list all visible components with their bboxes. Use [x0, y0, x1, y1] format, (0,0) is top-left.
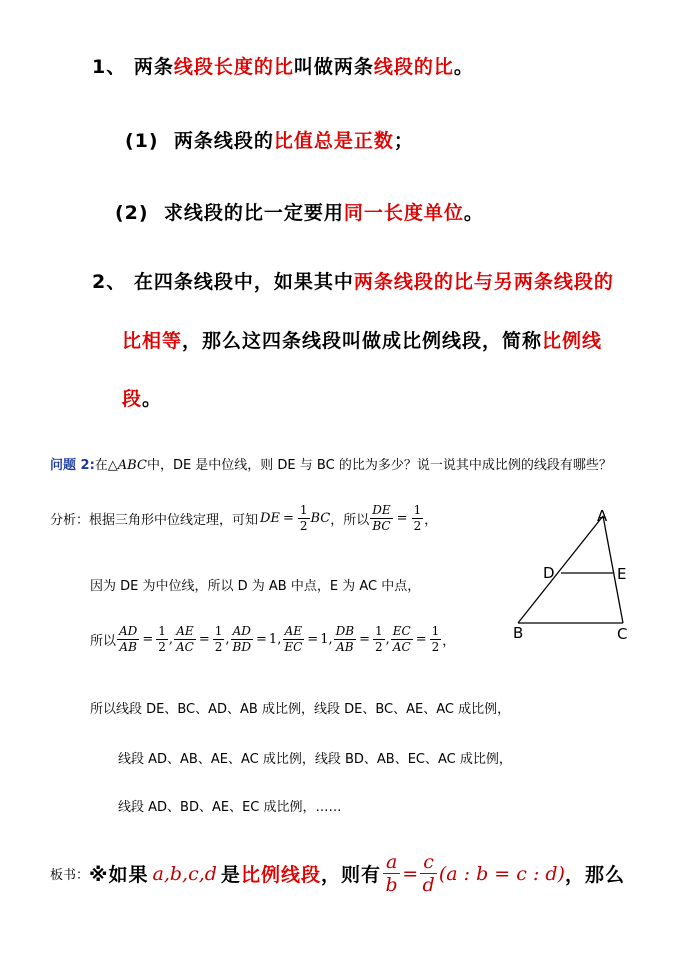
ratio-value-numerator: 1: [431, 624, 440, 638]
ratio-fraction: [117, 624, 139, 655]
ratio-value-denominator: 2: [431, 640, 440, 654]
point-2-line-3: [122, 384, 162, 411]
equals-sign-2: =: [396, 511, 408, 526]
ratio-denominator: AB: [119, 640, 137, 654]
board-text-b: 是: [220, 864, 241, 886]
board-proportion: (a : b = c : d): [438, 862, 565, 885]
ratio-fraction: [334, 624, 356, 655]
problem-line: [50, 454, 612, 473]
board-text-e: ，那么: [564, 864, 625, 886]
ratio-separator: ,: [277, 632, 282, 647]
side-ab: [518, 516, 603, 623]
problem-label: 问题 2:: [50, 458, 95, 473]
analysis-line-5: 线段 AD、AB、AE、AC 成比例，线段 BD、AB、EC、AC 成比例，: [118, 752, 512, 767]
sub-1-text: 两条线段的: [173, 130, 274, 152]
board-highlight: 比例线段: [240, 864, 321, 886]
point-2-highlight-c: 比例线: [542, 330, 603, 352]
board-text-a: ※如果: [89, 864, 149, 886]
board-variables: a,b,c,d: [152, 862, 217, 885]
de-bc-denominator: BC: [372, 519, 391, 533]
half-numerator: 1: [299, 503, 308, 517]
ratio-value-denominator: 2: [214, 640, 223, 654]
ratio-equals: =: [198, 632, 210, 647]
ratio-numerator: AD: [119, 624, 138, 638]
sub-1-end: ；: [393, 130, 414, 152]
ratio-value-numerator: 1: [374, 624, 383, 638]
point-2-text-a: 在四条线段中，如果其中: [133, 271, 354, 293]
ratio-value-fraction: [373, 624, 385, 655]
sub-1-number: (1): [125, 130, 159, 152]
sub-2-highlight: 同一长度单位: [343, 202, 464, 224]
ratio-value-denominator: 2: [374, 640, 383, 654]
result-numerator: 1: [413, 503, 422, 517]
analysis-label: 分析：: [50, 513, 90, 528]
vertex-a-label: A: [597, 507, 608, 525]
point-2-end: 。: [142, 388, 163, 410]
sub-1-highlight: 比值总是正数: [273, 130, 394, 152]
vertex-d-label: D: [543, 564, 555, 582]
bc-symbol: BC: [310, 511, 331, 526]
point-1-number: 1、: [92, 56, 127, 78]
ratio-numerator: AE: [176, 624, 194, 638]
ratio-equals: =: [359, 632, 370, 647]
point-2-highlight-a: 两条线段的比与另两条线段的: [353, 271, 614, 293]
ratio-numerator: AD: [232, 624, 251, 638]
ratio-list: [116, 624, 442, 655]
point-2-highlight-b: 比相等: [122, 330, 183, 352]
board-equals: =: [402, 862, 419, 885]
point-1-text-a: 两条: [133, 56, 174, 78]
ratio-equals: =: [256, 632, 267, 647]
analysis-text-c: ，: [424, 513, 438, 528]
ratio-numerator: AE: [284, 624, 303, 638]
analysis-line-1: [50, 503, 437, 534]
board-label: 板书：: [50, 868, 90, 883]
point-1-end: 。: [453, 56, 474, 78]
ratios-prefix: 所以: [90, 634, 117, 649]
ratio-separator: ,: [328, 632, 333, 647]
point-2-line-2: [122, 326, 602, 353]
analysis-text-a: 根据三角形中位线定理，可知: [89, 513, 259, 528]
board-frac2-den: d: [422, 874, 435, 896]
point-1: [92, 52, 474, 79]
ratio-value-fraction: [213, 624, 225, 655]
point-1-text-b: 叫做两条: [293, 56, 374, 78]
fraction-result: [412, 503, 424, 534]
ratio-fraction: [231, 624, 253, 655]
board-note: [50, 851, 625, 896]
analysis-text-b: ，所以: [330, 513, 370, 528]
point-1-highlight-b: 线段的比: [373, 56, 454, 78]
ratio-value-numerator: 1: [158, 624, 166, 638]
ratio-equals: =: [142, 632, 154, 647]
ratio-value: 1: [268, 632, 278, 647]
ratio-equals: =: [415, 632, 427, 647]
analysis-line-4: 所以线段 DE、BC、AD、AB 成比例，线段 DE、BC、AE、AC 成比例，: [90, 702, 511, 717]
point-2-text-b: ，那么这四条线段叫做成比例线段，简称: [182, 330, 543, 352]
ratio-separator: ,: [168, 632, 173, 647]
analysis-line-6: 线段 AD、BD、AE、EC 成比例，……: [118, 800, 342, 815]
board-frac2-num: c: [420, 851, 437, 874]
ratio-value-fraction: [156, 624, 168, 655]
ratio-value: 1: [320, 632, 329, 647]
point-2-highlight-d: 段: [122, 388, 143, 410]
ratio-numerator: EC: [392, 624, 411, 638]
board-frac1-num: a: [383, 851, 400, 874]
ratio-denominator: BD: [232, 640, 251, 654]
ratio-value-fraction: [430, 624, 442, 655]
ratio-denominator: EC: [284, 640, 303, 654]
fraction-half: [298, 503, 310, 534]
equals-sign: =: [282, 511, 294, 526]
problem-pre: 在: [94, 458, 108, 473]
triangle-symbol: △: [107, 458, 118, 473]
ratio-value-denominator: 2: [158, 640, 166, 654]
point-2-number: 2、: [92, 271, 127, 293]
ratio-value-numerator: 1: [214, 624, 223, 638]
ratio-denominator: AB: [336, 640, 354, 654]
de-symbol: DE: [260, 511, 280, 526]
board-fraction-cd: [420, 851, 437, 896]
ratio-denominator: AC: [392, 640, 411, 654]
sub-2-text: 求线段的比一定要用: [163, 202, 344, 224]
board-fraction-ab: [383, 851, 400, 896]
point-1-highlight-a: 线段长度的比: [173, 56, 294, 78]
triangle-name: ABC: [117, 458, 147, 473]
board-frac1-den: b: [385, 874, 398, 896]
sub-2-end: 。: [463, 202, 484, 224]
ratio-separator: ,: [385, 632, 390, 647]
triangle-figure: [505, 503, 645, 643]
fraction-de-bc: [370, 503, 392, 534]
point-1-sub-2: [115, 198, 484, 225]
point-2-line-1: [92, 267, 614, 294]
vertex-c-label: C: [617, 625, 628, 643]
analysis-line-3: [90, 624, 455, 655]
board-text-d: ，则有: [320, 864, 381, 886]
problem-question: 中，DE 是中位线，则 DE 与 BC 的比为多少？说一说其中成比例的线段有哪些？: [146, 458, 612, 473]
analysis-line-2: 因为 DE 为中位线，所以 D 为 AB 中点，E 为 AC 中点，: [90, 579, 421, 594]
half-denominator: 2: [299, 519, 308, 533]
sub-2-number: (2): [115, 202, 149, 224]
de-bc-numerator: DE: [372, 503, 391, 517]
ratio-fraction: [282, 624, 304, 655]
ratios-end: ，: [442, 634, 456, 649]
ratio-fraction: [391, 624, 413, 655]
result-denominator: 2: [413, 519, 422, 533]
ratio-numerator: DB: [335, 624, 355, 638]
vertex-e-label: E: [617, 565, 627, 583]
ratio-denominator: AC: [176, 640, 194, 654]
ratio-separator: ,: [225, 632, 230, 647]
ratio-fraction: [174, 624, 196, 655]
ratio-equals: =: [307, 632, 319, 647]
vertex-b-label: B: [513, 624, 524, 642]
point-1-sub-1: [125, 126, 414, 153]
